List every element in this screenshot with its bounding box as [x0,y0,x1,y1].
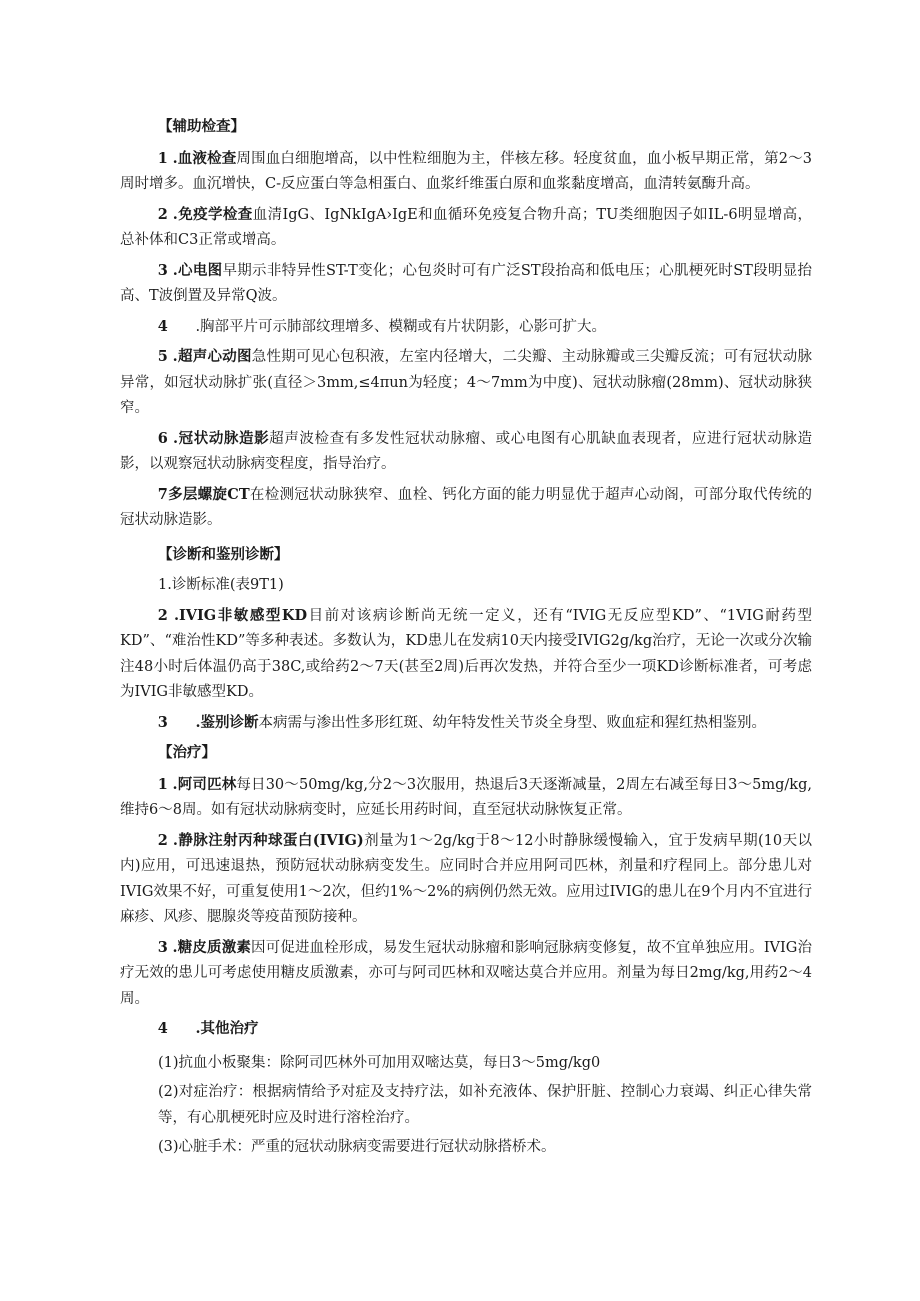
diagnosis-item-1 [120,573,812,599]
aux-exam-item-1 [120,146,812,198]
aux-exam-item-5 [120,344,812,422]
item-text: 因可促进血栓形成，易发生冠状动脉瘤和影响冠脉病变修复，故不宜单独应用。IVIG治疗无效的患儿可考虑使用糖皮质激素，亦可与阿司匹林和双嘧达莫合并应用。剂量为每日2mg∕kg,用药2～4周。 [120,939,812,1007]
section-heading-aux-exam: 【辅助检查】 [158,118,245,135]
treatment-item-4 [120,1016,812,1043]
item-label: .血液检查 [172,149,237,167]
item-number: 2 [157,205,168,223]
item-label: .IVIG非敏感型KD [173,606,308,624]
item-number: 5 [157,348,168,365]
item-text: 血清IgG、IgNkIgA›IgE和血循环免疫复合物升高；TU类细胞因子如IL-6明显增高，总补体和C3正常或增高。 [120,206,812,248]
item-number: 4 [157,317,168,335]
item-text: 每日30～50mg∕kg,分2～3次服用，热退后3天逐渐减量，2周左右减至每日3～5mg∕kg,维持6～8周。如有冠状动脉病变时，应延长用药时间，直至冠状动脉恢复正常。 [120,776,812,818]
aux-exam-item-7 [120,482,812,534]
aux-exam-item-3 [120,258,812,310]
item-label: .冠状动脉造影 [173,429,270,447]
item-number: 6 [157,429,168,447]
treatment-sub-item-1: (1)抗血小板聚集：除阿司匹林外可加用双嘧达莫，每日3～5mg∕kg0 [158,1054,601,1071]
item-number: 1 [157,775,168,793]
item-text: 超声波检查有多发性冠状动脉瘤、或心电图有心肌缺血表现者，应进行冠状动脉造影，以观察冠状动脉病变程度，指导治疗。 [120,430,813,472]
section-heading-treatment: 【治疗】 [158,744,216,761]
item-number: 4 [157,1020,168,1037]
item-text: .胸部平片可示肺部纹理增多、模糊或有片状阴影，心影可扩大。 [195,318,607,335]
item-text: 早期示非特异性ST-T变化；心包炎时可有广泛ST段抬高和低电压；心肌梗死时ST段明显抬高、T波倒置及异常Q波。 [120,262,813,304]
item-label: .免疫学检查 [172,205,253,223]
diagnosis-item-3 [120,710,812,737]
item-text: 急性期可见心包积液，左室内径增大，二尖瓣、主动脉瓣或三尖瓣反流；可有冠状动脉异常，如冠状动脉扩张(直径＞3mm,≤4πun为轻度；4～7mm为中度)、冠状动脉瘤(28mm)、冠状动脉狭窄。 [120,349,813,416]
item-label: .静脉注射丙种球蛋白(IVIG) [172,831,364,849]
item-label: .鉴别诊断 [195,713,259,731]
treatment-sub-item-2: (2)对症治疗：根据病情给予对症及支持疗法，如补充液体、保护肝脏、控制心力衰竭、纠正心律失常等，有心肌梗死时应及时进行溶栓治疗。 [158,1084,812,1126]
item-label: .糖皮质激素 [172,938,252,956]
item-number: 3 [157,261,168,279]
treatment-item-3 [120,935,812,1013]
item-number: 2 [157,831,168,849]
diagnosis-item-2 [120,603,812,706]
item-number: 2 [157,606,168,624]
item-text: 剂量为1～2g∕kg于8～12小时静脉缓慢输入，宜于发病早期(10天以内)应用，可迅速退热，预防冠状动脉病变发生。应同时合并应用阿司匹林，剂量和疗程同上。部分患儿对IVIG效果不好，可重复使用1～2次，但约1%～2%的病例仍然无效。应用过IVIG的患儿在9个月内不宜进行麻疹、风疹、腮腺炎等疫苗预防接种。 [120,832,813,925]
item-number: 1 [157,149,168,167]
item-number: 7 [157,485,168,503]
item-number: 1. [158,577,172,593]
item-label: .阿司匹林 [172,775,237,793]
item-text: 本病需与渗出性多形红斑、幼年特发性关节炎全身型、败血症和猩红热相鉴别。 [258,714,766,731]
item-label: .心电图 [172,261,223,279]
section-heading-diagnosis: 【诊断和鉴别诊断】 [158,545,289,563]
item-label: 多层螺旋CT [167,485,250,503]
treatment-item-2 [120,828,812,931]
item-text: 诊断标准(表9T1) [171,577,284,593]
aux-exam-item-6 [120,426,812,478]
item-text: 在检测冠状动脉狭窄、血栓、钙化方面的能力明显优于超声心动阁，可部分取代传统的冠状动脉造影。 [120,486,812,528]
treatment-sub-item-3: (3)心脏手术：严重的冠状动脉病变需要进行冠状动脉搭桥术。 [158,1139,556,1155]
aux-exam-item-2 [120,202,812,254]
aux-exam-item-4 [120,314,812,341]
item-number: 3 [157,713,168,731]
item-text: 目前对该病诊断尚无统一定义，还有“IVIG无反应型KD”、“1VIG耐药型KD”、“难治性KD”等多种表述。多数认为，KD患儿在发病10天内接受IVIG2g∕kg治疗，无论一次或分次输注48小时后体温仍高于38C,或给药2～7天(甚至2周)后再次发热，并符合至少一项KD诊断标准者，可考虑为IVIG非敏感型KD。 [120,607,812,700]
item-label: .其他治疗 [195,1020,259,1037]
item-label: .超声心动图 [172,348,252,365]
treatment-item-1 [120,772,812,824]
item-text: 周围血白细胞增高，以中性粒细胞为主，伴核左移。轻度贫血，血小板早期正常，第2～3周时增多。血沉增快，C-反应蛋白等急相蛋白、血浆纤维蛋白原和血浆黏度增高，血清转氨酶升高。 [120,150,813,192]
item-number: 3 [157,938,168,956]
